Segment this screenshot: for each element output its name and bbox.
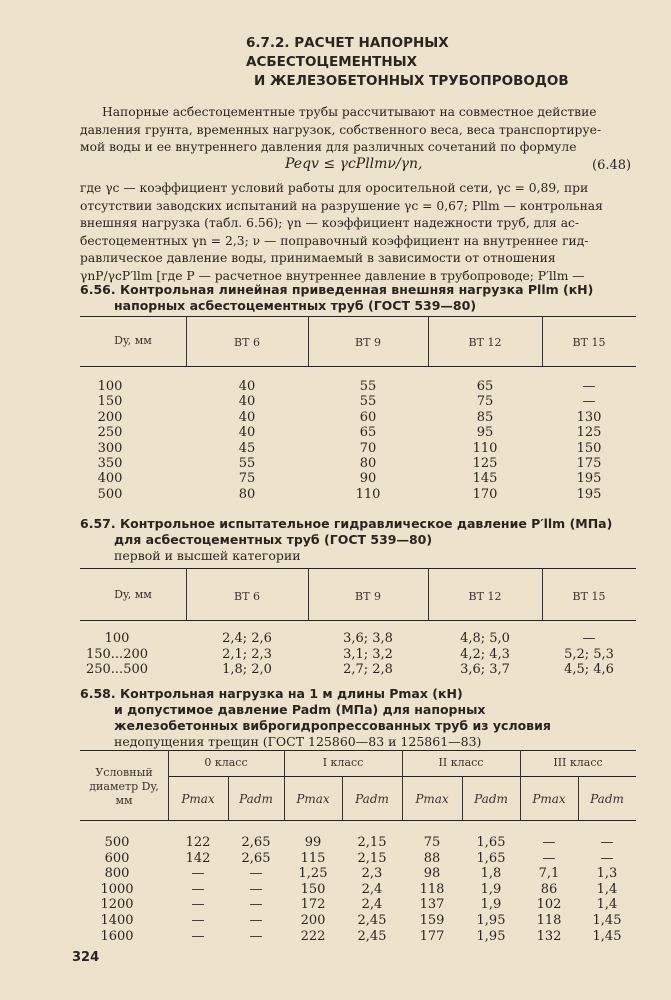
table-656-cell: 40 xyxy=(238,409,256,425)
section-title xyxy=(246,34,626,91)
table-657-cell: 2,1; 2,3 xyxy=(222,646,272,662)
section-title-line: И ЖЕЛЕЗОБЕТОННЫХ ТРУБОПРОВОДОВ xyxy=(254,73,569,89)
table-658-cell: 1,9 xyxy=(480,897,502,913)
caption-line: недопущения трещин (ГОСТ 125860—83 и 125861—83) xyxy=(114,734,482,749)
table-656 xyxy=(80,316,636,506)
caption-line: 6.57. Контрольное испытательное гидравлическое давление P′llm (МПа) xyxy=(80,516,613,531)
table-658-cell: — xyxy=(191,928,205,944)
class-header: I класс xyxy=(322,756,364,769)
table-rule xyxy=(80,316,636,317)
table-658-cell: 1,45 xyxy=(592,928,622,944)
table-658-cell: — xyxy=(600,850,614,866)
table-657-cell: 150...200 xyxy=(85,646,149,662)
text-line: внешняя нагрузка (табл. 6.56); γn — коэффициент надежности труб, для ас- xyxy=(80,216,580,230)
table-657-cell: 1,8; 2,0 xyxy=(222,662,272,677)
table-658-cell: 2,65 xyxy=(241,835,271,850)
table-656-cell: 40 xyxy=(238,394,256,410)
table-656-cell: 125 xyxy=(576,425,602,441)
table-656-cell: 195 xyxy=(576,486,602,502)
table-657-caption xyxy=(80,516,640,564)
table-656-cell: 40 xyxy=(238,425,256,441)
table-658-cell: — xyxy=(191,897,205,913)
table-658-cell: 177 xyxy=(419,928,445,944)
table-658-cell: 2,45 xyxy=(357,913,387,928)
column-header: ВТ 6 xyxy=(234,336,260,349)
table-656-cell: 75 xyxy=(238,471,256,487)
table-657-cell: 3,1; 3,2 xyxy=(343,646,393,662)
table-658-cell: 1,4 xyxy=(596,881,618,897)
table-656-cell: 125 xyxy=(472,456,498,471)
table-658-cell: 102 xyxy=(536,897,562,913)
column-header: Dy, мм xyxy=(114,588,152,601)
table-rule xyxy=(80,750,636,751)
table-656-cell: 90 xyxy=(359,471,377,487)
table-657-cell: 5,2; 5,3 xyxy=(564,646,614,662)
table-658-cell: 7,1 xyxy=(538,866,560,882)
section-title-line: 6.7.2. РАСЧЕТ НАПОРНЫХ xyxy=(246,35,449,51)
table-656-cell: 110 xyxy=(472,440,498,456)
table-658-cell: 150 xyxy=(300,881,326,897)
text-line: γnP/γcP′llm [где P — расчетное внутреннее давление в трубопроводе; P′llm — xyxy=(80,268,585,283)
table-658-cell: 1,45 xyxy=(592,913,622,928)
table-658-cell: 1,9 xyxy=(480,881,502,897)
text-line: где γc — коэффициент условий работы для оросительной сети, γc = 0,89, при xyxy=(80,181,589,195)
table-658-cell: 500 xyxy=(104,835,130,850)
table-657-cell: 4,8; 5,0 xyxy=(460,631,510,646)
table-658-cell: 1600 xyxy=(100,928,134,944)
table-658-cell: — xyxy=(249,913,263,928)
sub-header: Pmax xyxy=(296,792,330,806)
table-658-cell: 1,4 xyxy=(596,897,618,913)
table-657-cell: 4,2; 4,3 xyxy=(460,646,510,662)
table-658-cell: 86 xyxy=(540,881,558,897)
table-658-cell: 137 xyxy=(419,897,445,913)
table-656-cell: 75 xyxy=(476,394,494,410)
table-656-cell: 195 xyxy=(576,471,602,487)
table-656-cell: 145 xyxy=(472,471,498,487)
text-line: бестоцементных γn = 2,3; ν — поправочный коэффициент на внутреннее гид- xyxy=(80,233,589,248)
table-656-cell: 350 xyxy=(97,456,123,471)
table-658-cell: 600 xyxy=(104,850,130,866)
table-658-cell: — xyxy=(542,835,556,850)
sub-header: Pmax xyxy=(532,792,566,806)
column-header: ВТ 15 xyxy=(572,336,606,349)
column-header: ВТ 12 xyxy=(468,336,502,349)
table-658-cell: 2,65 xyxy=(241,850,271,866)
caption-line: напорных асбестоцементных труб (ГОСТ 539—80) xyxy=(114,298,477,313)
sub-header: Padm xyxy=(239,792,273,806)
table-656-cell: 70 xyxy=(359,440,377,456)
table-658 xyxy=(80,750,636,950)
table-658-cell: 800 xyxy=(104,866,130,882)
table-658-cell: 2,3 xyxy=(361,866,383,882)
table-656-cell: 65 xyxy=(359,425,377,441)
table-656-cell: 400 xyxy=(97,471,123,487)
table-658-cell: 1,25 xyxy=(298,866,328,882)
table-658-cell: 2,15 xyxy=(357,850,387,866)
header-line: Условный xyxy=(95,766,153,779)
sub-header: Padm xyxy=(590,792,624,806)
table-658-cell: 1200 xyxy=(100,897,134,913)
table-658-cell: 1,95 xyxy=(476,913,506,928)
column-header: ВТ 6 xyxy=(234,590,260,603)
table-658-cell: 115 xyxy=(300,850,326,866)
table-658-cell: 1,8 xyxy=(480,866,502,882)
table-657-cell: 2,4; 2,6 xyxy=(222,631,272,646)
table-658-cell: 222 xyxy=(300,928,326,944)
formula-number: (6.48) xyxy=(592,158,632,173)
table-658-cell: — xyxy=(249,897,263,913)
table-656-cell: 150 xyxy=(576,440,602,456)
table-656-cell: 55 xyxy=(238,456,256,471)
table-658-cell: — xyxy=(249,928,263,944)
table-657-cell: 2,7; 2,8 xyxy=(343,662,393,677)
formula: Peqv ≤ γcPllmν/γn, xyxy=(285,156,423,172)
caption-line: и допустимое давление Padm (МПа) для напорных xyxy=(114,702,486,717)
text-line: Напорные асбестоцементные трубы рассчитывают на совместное действие xyxy=(102,105,597,119)
table-658-cell: 1000 xyxy=(100,881,134,897)
table-658-cell: 159 xyxy=(419,913,445,928)
table-656-cell: — xyxy=(582,379,596,394)
table-658-cell: 118 xyxy=(536,913,562,928)
table-656-cell: 55 xyxy=(359,379,377,394)
table-656-cell: 80 xyxy=(359,456,377,471)
table-657-cell: 100 xyxy=(104,631,130,646)
table-656-cell: 95 xyxy=(476,425,494,441)
column-header: Dy, мм xyxy=(114,334,152,347)
table-656-cell: 40 xyxy=(238,379,256,394)
text-line: давления грунта, временных нагрузок, собственного веса, веса транспортируе- xyxy=(80,122,602,137)
table-656-cell: 150 xyxy=(97,394,123,410)
table-658-cell: 132 xyxy=(536,928,562,944)
class-header: III класс xyxy=(553,756,603,769)
table-658-cell: 2,45 xyxy=(357,928,387,944)
table-rule xyxy=(80,620,636,621)
table-658-cell: — xyxy=(542,850,556,866)
table-rule xyxy=(80,820,636,821)
sub-header: Padm xyxy=(355,792,389,806)
table-658-cell: — xyxy=(600,835,614,850)
section-title-line: АСБЕСТОЦЕМЕНТНЫХ xyxy=(246,54,418,70)
column-header: ВТ 12 xyxy=(468,590,502,603)
table-656-cell: 300 xyxy=(97,440,123,456)
table-658-caption xyxy=(80,686,640,750)
table-658-cell: — xyxy=(191,866,205,882)
table-658-cell: — xyxy=(191,881,205,897)
sub-header: Padm xyxy=(474,792,508,806)
table-656-cell: 85 xyxy=(476,409,494,425)
page-number: 324 xyxy=(72,950,100,965)
table-658-cell: 1,95 xyxy=(476,928,506,944)
header-line: мм xyxy=(115,794,133,807)
text-line: мой воды и ее внутреннего давления для различных сочетаний по формуле xyxy=(80,140,577,154)
table-658-cell: 2,4 xyxy=(361,897,383,913)
table-657-cell: 3,6; 3,7 xyxy=(460,662,510,677)
table-656-cell: — xyxy=(582,394,596,410)
table-658-cell: 75 xyxy=(423,835,441,850)
table-656-cell: 80 xyxy=(238,486,256,502)
table-656-cell: 175 xyxy=(576,456,602,471)
table-656-cell: 60 xyxy=(359,409,377,425)
table-658-cell: 2,15 xyxy=(357,835,387,850)
table-658-cell: 99 xyxy=(304,835,322,850)
caption-line: 6.58. Контрольная нагрузка на 1 м длины Pmax (кН) xyxy=(80,686,463,701)
caption-line: 6.56. Контрольная линейная приведенная внешняя нагрузка Pllm (кН) xyxy=(80,282,594,297)
table-658-cell: 98 xyxy=(423,866,441,882)
table-656-cell: 500 xyxy=(97,486,123,502)
header-line: диаметр Dy, xyxy=(89,780,159,793)
sub-header: Pmax xyxy=(415,792,449,806)
table-656-cell: 45 xyxy=(238,440,256,456)
table-656-cell: 200 xyxy=(97,409,123,425)
intro-paragraph xyxy=(80,104,638,157)
table-657-cell: 4,5; 4,6 xyxy=(564,662,614,677)
table-658-cell: 122 xyxy=(185,835,211,850)
table-656-caption xyxy=(80,282,640,314)
caption-line: железобетонных виброгидропрессованных труб из условия xyxy=(114,718,551,733)
table-656-cell: 110 xyxy=(355,486,381,502)
explanation-paragraph xyxy=(80,180,638,285)
table-658-cell: 142 xyxy=(185,850,211,866)
table-656-cell: 130 xyxy=(576,409,602,425)
diameter-header xyxy=(80,766,168,808)
column-header: ВТ 15 xyxy=(572,590,606,603)
table-656-cell: 65 xyxy=(476,379,494,394)
table-656-cell: 250 xyxy=(97,425,123,441)
table-657-cell: 3,6; 3,8 xyxy=(343,631,393,646)
table-657-cell: — xyxy=(582,631,596,646)
table-657-cell: 250...500 xyxy=(85,662,149,677)
table-658-cell: 2,4 xyxy=(361,881,383,897)
table-657 xyxy=(80,568,636,684)
text-line: равлическое давление воды, принимаемый в зависимости от отношения xyxy=(80,251,556,265)
caption-line: для асбестоцементных труб (ГОСТ 539—80) xyxy=(114,532,433,547)
table-656-cell: 100 xyxy=(97,379,123,394)
table-rule xyxy=(80,366,636,367)
class-header: II класс xyxy=(438,756,484,769)
table-658-cell: 118 xyxy=(419,881,445,897)
table-656-cell: 55 xyxy=(359,394,377,410)
table-658-cell: — xyxy=(249,881,263,897)
table-658-cell: 1400 xyxy=(100,913,134,928)
table-658-cell: — xyxy=(249,866,263,882)
table-658-cell: 172 xyxy=(300,897,326,913)
class-header: 0 класс xyxy=(204,756,248,769)
table-658-cell: 1,65 xyxy=(476,835,506,850)
column-header: ВТ 9 xyxy=(355,590,381,603)
sub-header: Pmax xyxy=(181,792,215,806)
table-658-cell: 1,65 xyxy=(476,850,506,866)
table-rule xyxy=(80,568,636,569)
table-658-cell: 1,3 xyxy=(596,866,618,882)
column-header: ВТ 9 xyxy=(355,336,381,349)
text-line: отсутствии заводских испытаний на разрушение γc = 0,67; Pllm — контрольная xyxy=(80,198,603,213)
table-658-cell: — xyxy=(191,913,205,928)
table-658-cell: 200 xyxy=(300,913,326,928)
table-656-cell: 170 xyxy=(472,486,498,502)
table-658-cell: 88 xyxy=(423,850,441,866)
caption-line: первой и высшей категории xyxy=(114,548,301,563)
